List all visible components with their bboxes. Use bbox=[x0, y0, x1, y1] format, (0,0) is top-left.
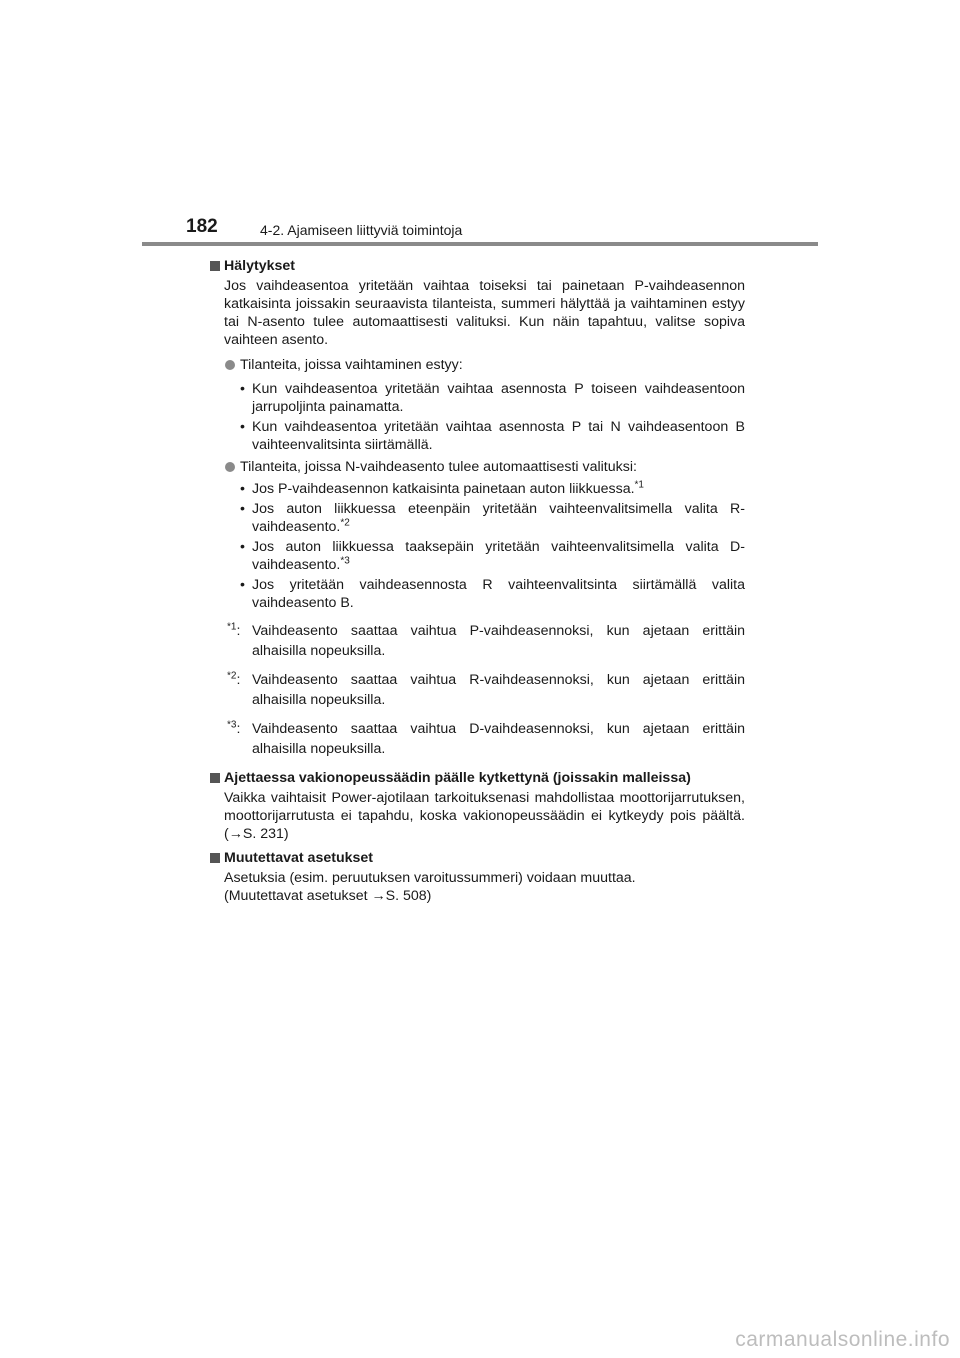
footnote-mark: $^{*3}$: bbox=[227, 719, 241, 737]
alerts-intro: Jos vaihdeasentoa yritetään vaihtaa toiseksi tai painetaan P-vaihdeasennon katkaisinta joissakin seuraavista tilanteista, summeri hälyttää ja vaihtaminen estyy tai N-asento tulee automaattisesti valituksi. Kun näin tapahtuu, valitse sopiva vaihteen asento. bbox=[224, 278, 745, 348]
page-footer bbox=[600, 1322, 960, 1358]
heading-text: Hälytykset bbox=[224, 258, 295, 274]
bullet-icon: • bbox=[240, 539, 245, 555]
footnote-ref: *3 bbox=[340, 555, 350, 567]
section-heading-settings bbox=[210, 849, 745, 867]
footnote bbox=[210, 670, 745, 710]
group-auto-neutral bbox=[210, 458, 745, 476]
footnote bbox=[210, 621, 745, 661]
section-heading-cruise bbox=[210, 769, 745, 787]
footnote-mark-text: *2 bbox=[227, 670, 237, 682]
footnote-mark: $^{*2}$: bbox=[227, 670, 241, 688]
footnote-ref: *1 bbox=[634, 479, 644, 491]
page-header bbox=[0, 0, 960, 250]
footnote-text: Vaihdeasento saattaa vaihtua P-vaihdeasennoksi, kun ajetaan erittäin alhaisilla nopeuksilla. bbox=[252, 623, 745, 659]
list-item-text: Kun vaihdeasentoa yritetään vaihtaa asennosta P toiseen vaihdeasentoon jarrupoljinta painamatta. bbox=[252, 381, 745, 415]
group-title: Tilanteita, joissa vaihtaminen estyy: bbox=[240, 357, 463, 373]
bullet-icon: • bbox=[240, 501, 245, 517]
cruise-text: Vaikka vaihtaisit Power-ajotilaan tarkoituksenasi mahdollistaa moottorijarrutuksen, moottorijarrutusta ei tapahdu, koska vakionopeussäädin ei kytkeydy pois päältä. (→S. 231) bbox=[224, 790, 745, 842]
list-item-text: Jos auton liikkuessa taaksepäin yritetään vaihteenvalitsimella valita D-vaihdeasento. bbox=[252, 539, 745, 573]
list-item bbox=[210, 538, 745, 574]
settings-line-1: Asetuksia (esim. peruutuksen varoitussummeri) voidaan muuttaa. bbox=[224, 870, 636, 886]
circle-bullet-icon bbox=[225, 360, 235, 370]
heading-text: Muutettavat asetukset bbox=[224, 850, 374, 866]
footnote-ref: *2 bbox=[340, 517, 350, 529]
list-item-text: Jos yritetään vaihdeasennosta R vaihteenvalitsinta siirtämällä valita vaihdeasento B. bbox=[252, 577, 745, 611]
settings-line-2: (Muutettavat asetukset →S. 508) bbox=[224, 888, 432, 904]
list-item bbox=[210, 480, 745, 498]
square-bullet-icon bbox=[210, 853, 220, 863]
square-bullet-icon bbox=[210, 773, 220, 783]
bullet-icon: • bbox=[240, 381, 245, 397]
square-bullet-icon bbox=[210, 261, 220, 271]
list-item bbox=[210, 418, 745, 454]
bullet-icon: • bbox=[240, 577, 245, 593]
group-shift-blocked bbox=[210, 356, 745, 374]
footnote-mark-text: *3 bbox=[227, 719, 237, 731]
bullet-icon: • bbox=[240, 419, 245, 435]
footnote-text: Vaihdeasento saattaa vaihtua D-vaihdeasennoksi, kun ajetaan erittäin alhaisilla nopeuksilla. bbox=[252, 721, 745, 757]
footnote-mark-text: *1 bbox=[227, 621, 237, 633]
list-item bbox=[210, 380, 745, 416]
footnote-mark: $^{*1}$: bbox=[227, 621, 241, 639]
heading-text: Ajettaessa vakionopeussäädin päälle kytkettynä (joissakin malleissa) bbox=[224, 770, 691, 786]
footnote-text: Vaihdeasento saattaa vaihtua R-vaihdeasennoksi, kun ajetaan erittäin alhaisilla nopeuksilla. bbox=[252, 672, 745, 708]
list-item-text: Kun vaihdeasentoa yritetään vaihtaa asennosta P tai N vaihdeasentoon B vaihteenvalitsinta siirtämällä. bbox=[252, 419, 745, 453]
circle-bullet-icon bbox=[225, 462, 235, 472]
section-title: 4-2. Ajamiseen liittyviä toimintoja bbox=[260, 222, 463, 238]
page-number: 182 bbox=[186, 216, 218, 237]
watermark: carmanualsonline.info bbox=[735, 1328, 950, 1351]
page-content bbox=[210, 255, 745, 905]
group-title: Tilanteita, joissa N-vaihdeasento tulee automaattisesti valituksi: bbox=[240, 459, 637, 475]
list-item bbox=[210, 500, 745, 536]
section-heading-alerts bbox=[210, 257, 745, 275]
header-rule bbox=[142, 242, 818, 246]
list-item-text: Jos auton liikkuessa eteenpäin yritetään vaihteenvalitsimella valita R-vaihdeasento. bbox=[252, 501, 745, 535]
list-item bbox=[210, 576, 745, 612]
footnote bbox=[210, 719, 745, 759]
list-item-text: Jos P-vaihdeasennon katkaisinta painetaan auton liikkuessa. bbox=[252, 481, 635, 497]
bullet-icon: • bbox=[240, 481, 245, 497]
